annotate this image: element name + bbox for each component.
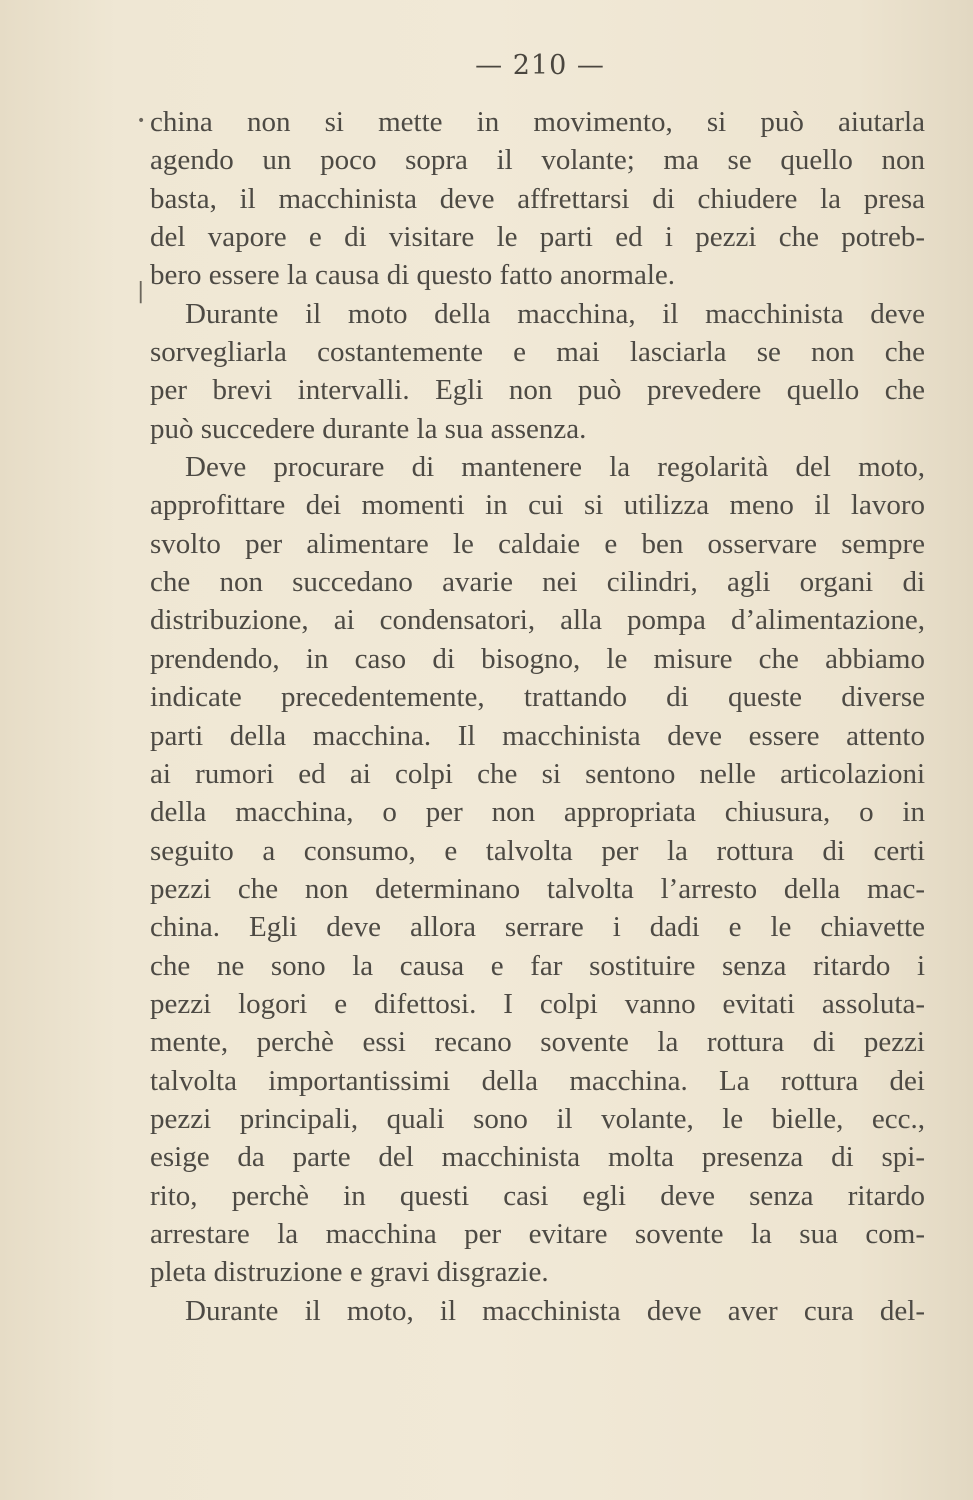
- text-line: può succedere durante la sua assenza.: [150, 412, 587, 445]
- text-line: pezzi logori e difettosi. I colpi vanno evitati assoluta-: [150, 987, 925, 1020]
- text-line: che ne sono la causa e far sostituire senza ritardo i: [150, 949, 925, 982]
- text-line: Deve procurare di mantenere la regolarità del moto,: [185, 451, 925, 484]
- text-line: che non succedano avarie nei cilindri, agli organi di: [150, 566, 925, 599]
- text-line: del vapore e di visitare le parti ed i pezzi che potreb-: [150, 221, 925, 254]
- text-line: talvolta importantissimi della macchina. La rottura dei: [150, 1064, 925, 1097]
- text-line: rito, perchè in questi casi egli deve senza ritardo: [150, 1179, 925, 1212]
- text-line: distribuzione, ai condensatori, alla pompa d’alimentazione,: [150, 604, 925, 637]
- text-line: prendendo, in caso di bisogno, le misure che abbiamo: [150, 642, 925, 675]
- margin-bar-mark: |: [137, 279, 145, 304]
- text-line: parti della macchina. Il macchinista deve essere attento: [150, 719, 925, 752]
- text-line: esige da parte del macchinista molta presenza di spi-: [150, 1141, 925, 1174]
- text-line: indicate precedentemente, trattando di queste diverse: [150, 681, 925, 714]
- text-line: pezzi principali, quali sono il volante, le bielle, ecc.,: [150, 1102, 925, 1135]
- text-line: bero essere la causa di questo fatto anormale.: [150, 259, 676, 292]
- text-line: per brevi intervalli. Egli non può prevedere quello che: [150, 374, 925, 407]
- page-number: — 210 —: [475, 50, 605, 81]
- text-line: pezzi che non determinano talvolta l’arresto della mac-: [150, 872, 925, 905]
- text-line: mente, perchè essi recano sovente la rottura di pezzi: [150, 1026, 925, 1059]
- margin-dot-mark: •: [137, 113, 146, 129]
- text-line: svolto per alimentare le caldaie e ben osservare sempre: [150, 527, 925, 560]
- text-line: china. Egli deve allora serrare i dadi e le chiavette: [150, 911, 925, 944]
- text-line: arrestare la macchina per evitare sovente la sua com-: [150, 1217, 925, 1250]
- text-line: agendo un poco sopra il volante; ma se quello non: [150, 144, 925, 177]
- text-line: sorvegliarla costantemente e mai lasciarla se non che: [150, 336, 925, 369]
- text-line: Durante il moto della macchina, il macchinista deve: [185, 297, 925, 330]
- text-line: basta, il macchinista deve affrettarsi di chiudere la presa: [150, 182, 925, 215]
- text-line: china non si mette in movimento, si può aiutarla: [150, 106, 925, 138]
- body-text: [150, 103, 925, 1330]
- text-line: ai rumori ed ai colpi che si sentono nelle articolazioni: [150, 757, 925, 790]
- text-line: della macchina, o per non appropriata chiusura, o in: [150, 796, 925, 829]
- text-line: seguito a consumo, e talvolta per la rottura di certi: [150, 834, 925, 867]
- text-line: pleta distruzione e gravi disgrazie.: [150, 1256, 549, 1289]
- text-line: Durante il moto, il macchinista deve aver cura del-: [185, 1294, 925, 1327]
- text-line: approfittare dei momenti in cui si utilizza meno il lavoro: [150, 489, 925, 522]
